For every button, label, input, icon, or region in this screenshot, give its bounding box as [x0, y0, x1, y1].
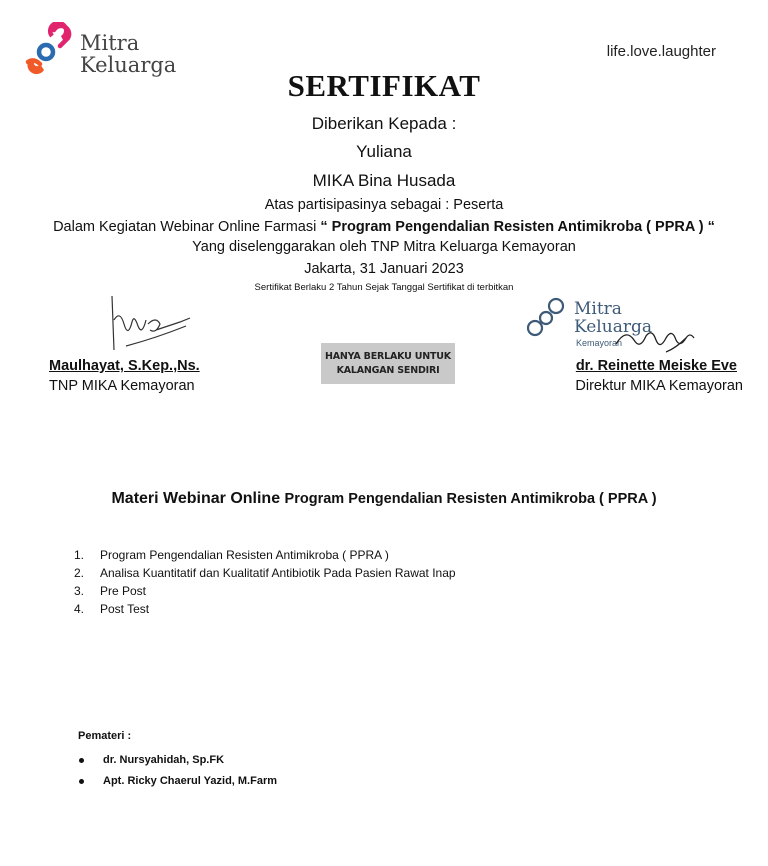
given-to-label: Diberikan Kepada :: [311, 114, 457, 133]
certificate-title: SERTIFIKAT: [287, 68, 481, 103]
list-item-text: Program Pengendalian Resisten Antimikroba ( PPRA ): [100, 548, 389, 562]
right-logo-line2: Keluarga: [574, 317, 652, 337]
organizer-line: Yang diselenggarakan oleh TNP Mitra Keluarga Kemayoran: [192, 239, 576, 255]
list-item: [74, 600, 456, 618]
materi-title: [0, 490, 768, 508]
list-item: [74, 564, 456, 582]
pemateri-label: Pemateri :: [78, 730, 132, 742]
activity-prefix: Dalam Kegiatan Webinar Online Farmasi: [53, 219, 321, 235]
list-item-number: 2.: [74, 566, 85, 580]
left-signatory-name: Maulhayat, S.Kep.,Ns.: [49, 358, 200, 374]
list-item-text: Post Test: [100, 602, 150, 616]
right-signatory-name: dr. Reinette Meiske Eve: [575, 358, 737, 374]
bullet-icon: [79, 758, 84, 763]
speaker-name: Apt. Ricky Chaerul Yazid, M.Farm: [103, 775, 278, 787]
materi-title-program: Program Pengendalian Resisten Antimikroba ( PPRA ): [284, 491, 657, 507]
list-item: [78, 750, 277, 771]
recipient-name: Yuliana: [356, 142, 412, 161]
logo-line2: Keluarga: [80, 53, 177, 77]
materi-list: [74, 546, 456, 618]
validity-note: Sertifikat Berlaku 2 Tahun Sejak Tanggal Sertifikat di terbitkan: [254, 282, 514, 293]
place-date: Jakarta, 31 Januari 2023: [304, 261, 464, 277]
list-item-text: Pre Post: [100, 584, 147, 598]
bullet-icon: [79, 779, 84, 784]
left-signature: [96, 290, 196, 356]
list-item-text: Analisa Kuantitatif dan Kualitatif Antibiotik Pada Pasien Rawat Inap: [100, 566, 456, 580]
list-item: [74, 546, 456, 564]
materi-title-prefix: Materi Webinar Online: [111, 490, 285, 507]
stamp-line2: KALANGAN SENDIRI: [336, 364, 440, 376]
recipient-institution: MIKA Bina Husada: [312, 171, 456, 190]
list-item-number: 4.: [74, 602, 85, 616]
left-signatory-role: TNP MIKA Kemayoran: [49, 378, 195, 394]
activity-program: “ Program Pengendalian Resisten Antimikroba ( PPRA ) “: [320, 219, 715, 235]
list-item-number: 3.: [74, 584, 85, 598]
tagline: life.love.laughter: [606, 43, 716, 60]
restriction-stamp: [321, 343, 455, 384]
right-logo-sub: Kemayoran: [576, 338, 623, 348]
activity-line: [0, 219, 768, 235]
participation-line: Atas partisipasinya sebagai : Peserta: [264, 197, 504, 213]
right-logo-line1: Mitra: [574, 299, 622, 319]
logo-line1: Mitra: [80, 31, 140, 55]
right-signatory-role: Direktur MIKA Kemayoran: [575, 378, 743, 394]
logo-mark-outline-icon: [526, 296, 572, 342]
list-item: [74, 582, 456, 600]
speaker-name: dr. Nursyahidah, Sp.FK: [103, 754, 225, 766]
list-item: [78, 771, 277, 792]
right-signature: [610, 322, 705, 362]
list-item-number: 1.: [74, 548, 85, 562]
pemateri-list: [78, 750, 277, 792]
stamp-line1: HANYA BERLAKU UNTUK: [325, 350, 451, 362]
